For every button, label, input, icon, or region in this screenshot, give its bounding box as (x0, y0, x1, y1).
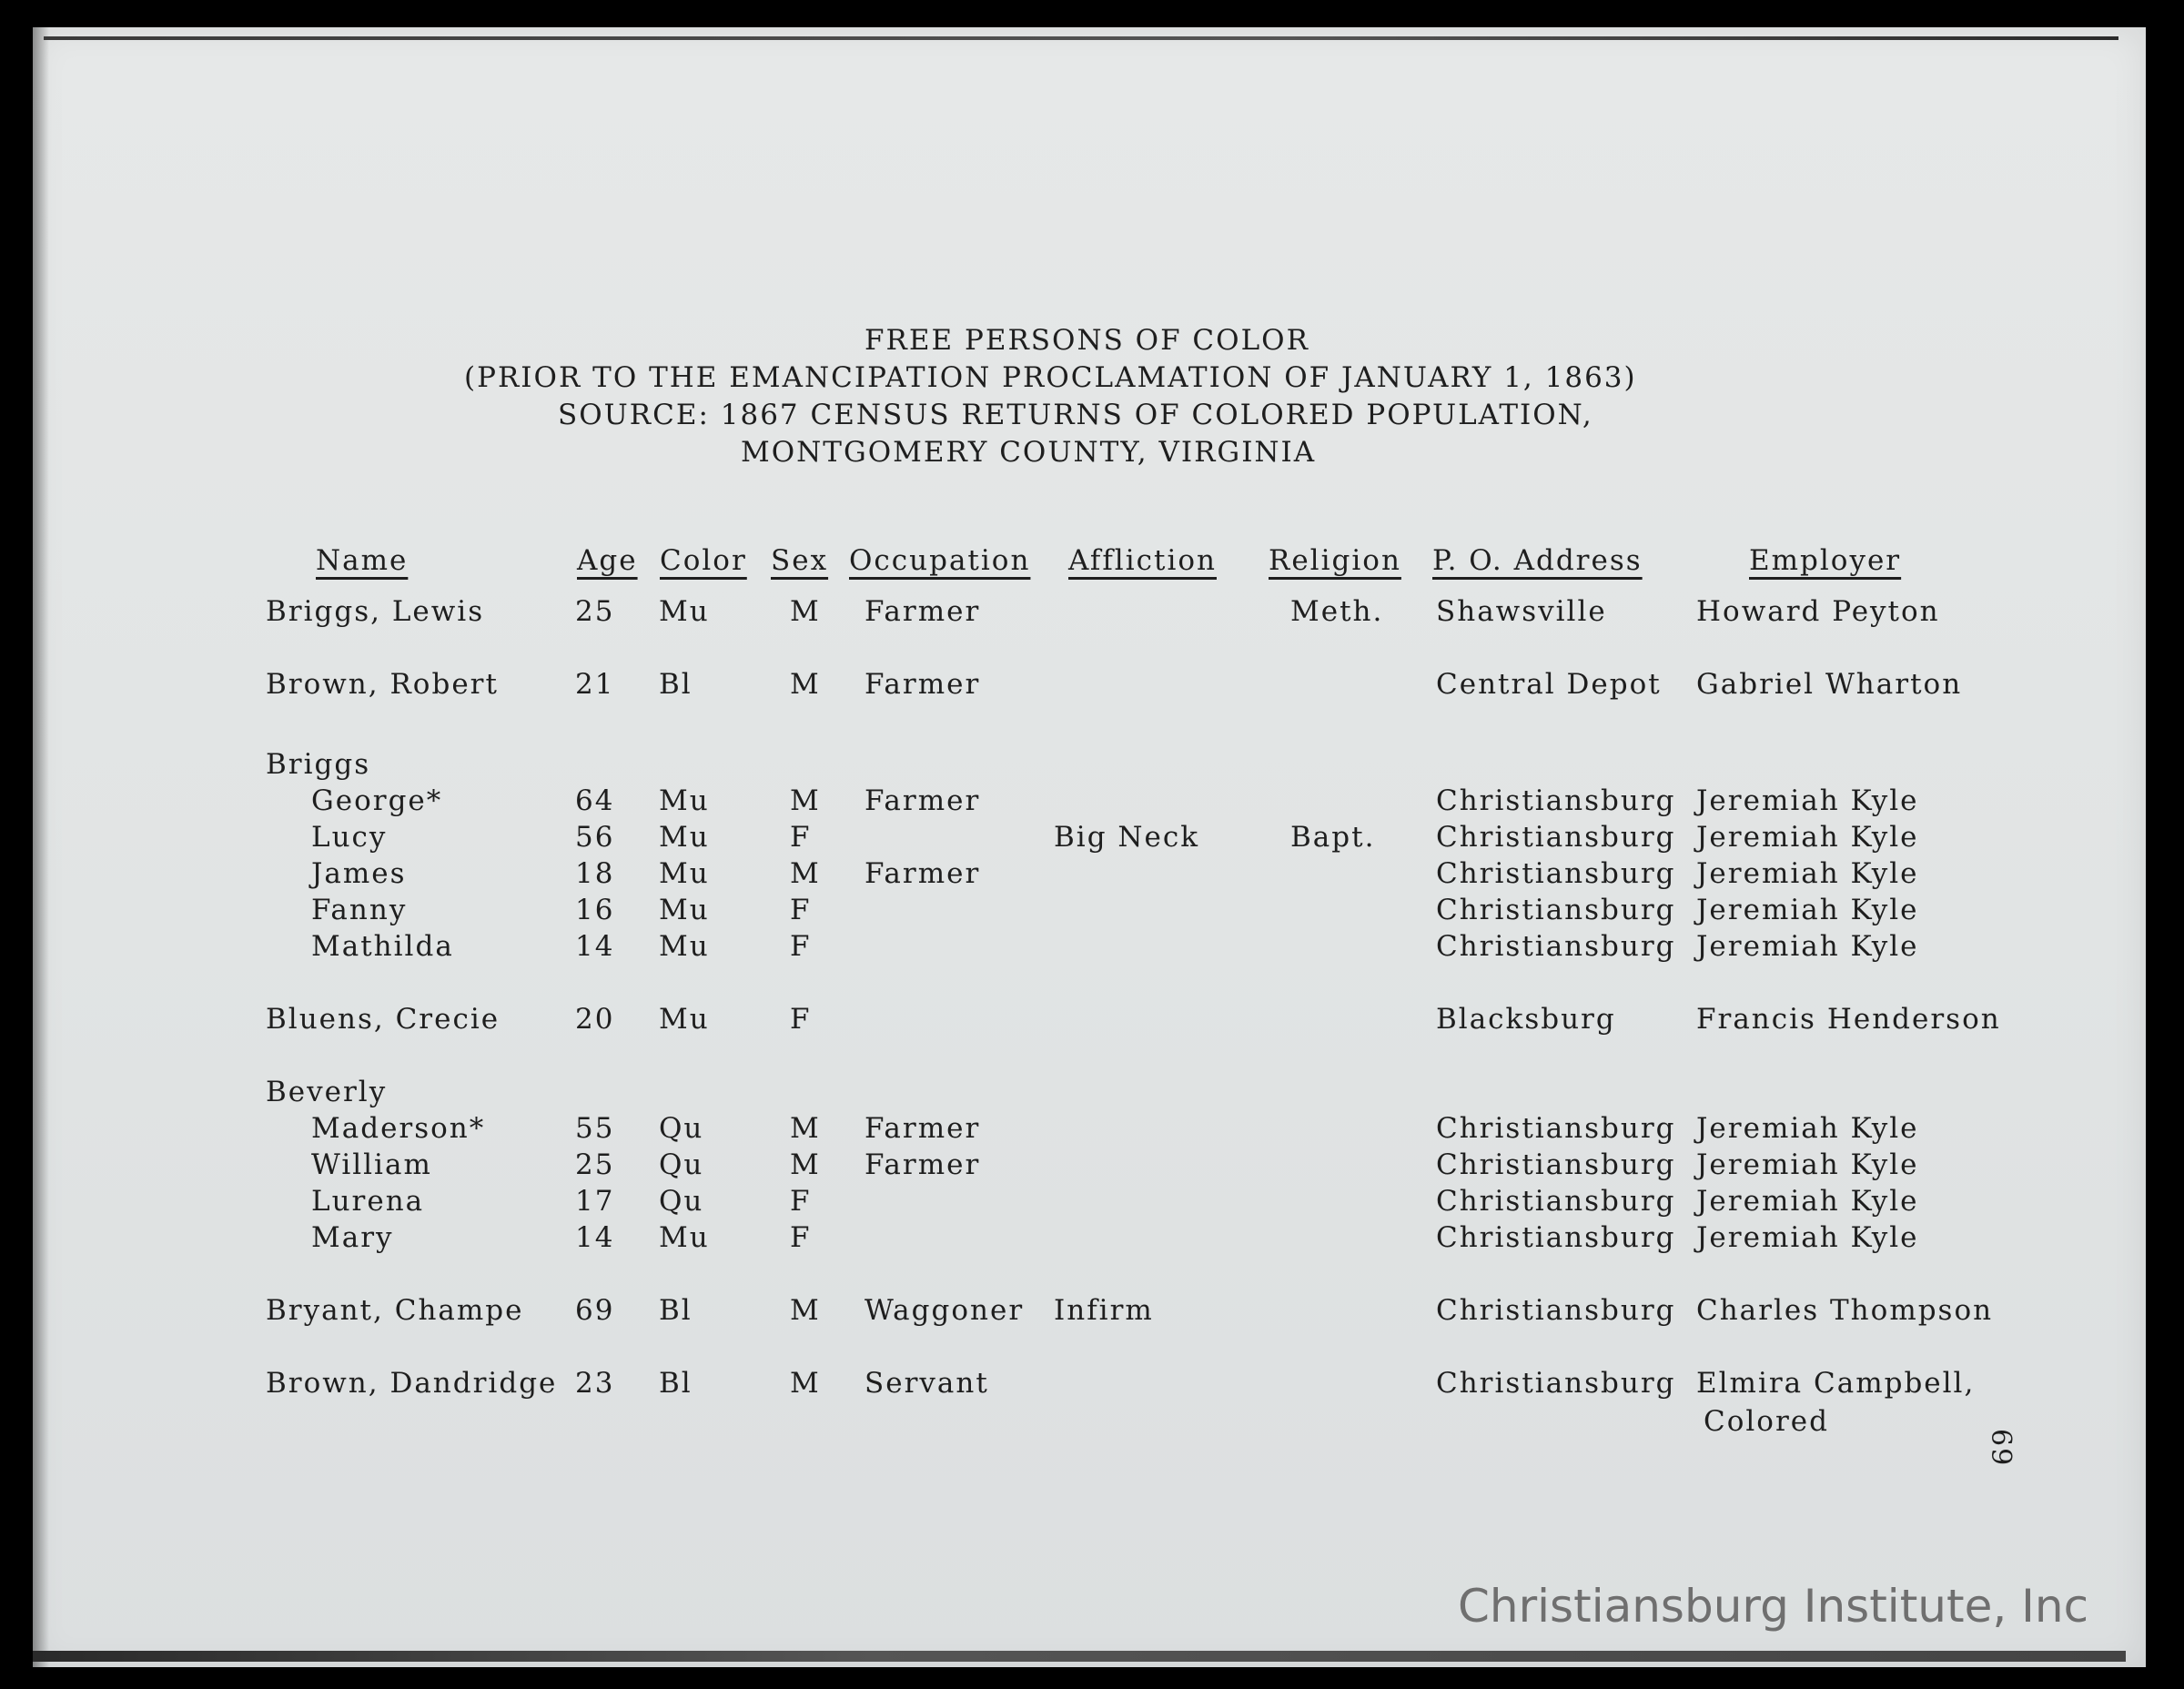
cell-name: Briggs (266, 748, 371, 781)
page-edge-shadow (33, 27, 49, 1667)
cell-color: Mu (659, 894, 710, 926)
cell-occupation: Farmer (864, 668, 981, 701)
cell-name: Bryant, Champe (266, 1294, 524, 1327)
cell-employer: Francis Henderson (1696, 1003, 2001, 1036)
cell-color: Bl (659, 1294, 693, 1327)
cell-age: 25 (575, 595, 615, 628)
cell-name: Bluens, Crecie (266, 1003, 500, 1036)
cell-occupation: Farmer (864, 857, 981, 890)
cell-address: Shawsville (1436, 595, 1607, 628)
header-color: Color (660, 544, 747, 577)
cell-religion: Bapt. (1290, 821, 1376, 854)
title-line-1: FREE PERSONS OF COLOR (864, 324, 1309, 357)
document-page (33, 27, 2146, 1667)
cell-occupation: Farmer (864, 784, 981, 817)
cell-color: Mu (659, 784, 710, 817)
cell-address: Christiansburg (1436, 1294, 1676, 1327)
header-name: Name (316, 544, 409, 577)
cell-age: 25 (575, 1148, 615, 1181)
cell-color: Mu (659, 595, 710, 628)
cell-religion: Meth. (1290, 595, 1384, 628)
title-line-4: MONTGOMERY COUNTY, VIRGINIA (741, 436, 1317, 469)
cell-sex: M (790, 1148, 821, 1181)
cell-address: Christiansburg (1436, 821, 1676, 854)
cell-employer: Jeremiah Kyle (1696, 821, 1919, 854)
cell-employer: Jeremiah Kyle (1696, 1112, 1919, 1145)
cell-sex: F (790, 1221, 812, 1254)
cell-sex: M (790, 1294, 821, 1327)
cell-name: Briggs, Lewis (266, 595, 485, 628)
cell-age: 17 (575, 1185, 615, 1218)
cell-color: Mu (659, 930, 710, 963)
title-line-2: (PRIOR TO THE EMANCIPATION PROCLAMATION OF JANUARY 1, 1863) (464, 361, 1637, 394)
cell-sex: M (790, 1367, 821, 1400)
cell-sex: M (790, 784, 821, 817)
cell-age: 16 (575, 894, 615, 926)
top-border-line (44, 36, 2118, 40)
cell-color: Mu (659, 1003, 710, 1036)
cell-sex: M (790, 595, 821, 628)
cell-age: 56 (575, 821, 615, 854)
cell-color: Mu (659, 821, 710, 854)
cell-name: George* (311, 784, 443, 817)
cell-color: Qu (659, 1148, 704, 1181)
cell-sex: F (790, 1003, 812, 1036)
cell-address: Christiansburg (1436, 784, 1676, 817)
cell-color: Qu (659, 1112, 704, 1145)
cell-name: Brown, Dandridge (266, 1367, 558, 1400)
cell-name: James (311, 857, 407, 890)
cell-age: 55 (575, 1112, 615, 1145)
cell-age: 21 (575, 668, 615, 701)
cell-occupation: Servant (864, 1367, 989, 1400)
cell-employer: Howard Peyton (1696, 595, 1940, 628)
cell-name: Brown, Robert (266, 668, 499, 701)
cell-employer: Jeremiah Kyle (1696, 930, 1919, 963)
cell-sex: F (790, 1185, 812, 1218)
cell-sex: M (790, 857, 821, 890)
header-affliction: Affliction (1068, 544, 1217, 577)
cell-age: 14 (575, 930, 615, 963)
header-employer: Employer (1749, 544, 1902, 577)
header-po-address: P. O. Address (1432, 544, 1643, 577)
cell-address: Blacksburg (1436, 1003, 1616, 1036)
cell-address: Christiansburg (1436, 1148, 1676, 1181)
cell-name: William (311, 1148, 432, 1181)
cell-address: Christiansburg (1436, 857, 1676, 890)
cell-name: Lurena (311, 1185, 425, 1218)
cell-employer: Gabriel Wharton (1696, 668, 1963, 701)
cell-color: Bl (659, 1367, 693, 1400)
cell-sex: F (790, 930, 812, 963)
cell-name: Lucy (311, 821, 388, 854)
cell-occupation: Waggoner (864, 1294, 1025, 1327)
cell-employer: Jeremiah Kyle (1696, 1185, 1919, 1218)
cell-color: Qu (659, 1185, 704, 1218)
page-number: 69 (1985, 1429, 2017, 1468)
cell-occupation: Farmer (864, 595, 981, 628)
cell-address: Christiansburg (1436, 894, 1676, 926)
cell-address: Christiansburg (1436, 930, 1676, 963)
header-sex: Sex (771, 544, 829, 577)
title-line-3: SOURCE: 1867 CENSUS RETURNS OF COLORED POPULATION, (558, 399, 1593, 431)
cell-name: Beverly (266, 1076, 388, 1108)
cell-affliction: Big Neck (1054, 821, 1200, 854)
cell-name: Mathilda (311, 930, 454, 963)
cell-address: Christiansburg (1436, 1185, 1676, 1218)
employer-continuation: Colored (1704, 1405, 1829, 1438)
cell-sex: M (790, 1112, 821, 1145)
cell-address: Central Depot (1436, 668, 1662, 701)
cell-employer: Elmira Campbell, (1696, 1367, 1976, 1400)
cell-address: Christiansburg (1436, 1221, 1676, 1254)
cell-age: 14 (575, 1221, 615, 1254)
cell-employer: Jeremiah Kyle (1696, 1148, 1919, 1181)
cell-occupation: Farmer (864, 1112, 981, 1145)
watermark: Christiansburg Institute, Inc (1458, 1580, 2089, 1633)
cell-sex: F (790, 894, 812, 926)
cell-employer: Jeremiah Kyle (1696, 784, 1919, 817)
cell-age: 18 (575, 857, 615, 890)
cell-employer: Charles Thompson (1696, 1294, 1994, 1327)
cell-employer: Jeremiah Kyle (1696, 894, 1919, 926)
cell-color: Mu (659, 1221, 710, 1254)
cell-affliction: Infirm (1054, 1294, 1154, 1327)
cell-sex: M (790, 668, 821, 701)
cell-employer: Jeremiah Kyle (1696, 1221, 1919, 1254)
cell-color: Mu (659, 857, 710, 890)
cell-age: 23 (575, 1367, 615, 1400)
cell-address: Christiansburg (1436, 1367, 1676, 1400)
cell-age: 20 (575, 1003, 615, 1036)
cell-occupation: Farmer (864, 1148, 981, 1181)
bottom-border-line (33, 1651, 2126, 1662)
cell-color: Bl (659, 668, 693, 701)
cell-name: Fanny (311, 894, 408, 926)
header-religion: Religion (1269, 544, 1401, 577)
cell-employer: Jeremiah Kyle (1696, 857, 1919, 890)
cell-sex: F (790, 821, 812, 854)
header-age: Age (577, 544, 638, 577)
cell-age: 64 (575, 784, 615, 817)
cell-age: 69 (575, 1294, 615, 1327)
cell-name: Maderson* (311, 1112, 486, 1145)
cell-name: Mary (311, 1221, 394, 1254)
header-occupation: Occupation (849, 544, 1031, 577)
cell-address: Christiansburg (1436, 1112, 1676, 1145)
